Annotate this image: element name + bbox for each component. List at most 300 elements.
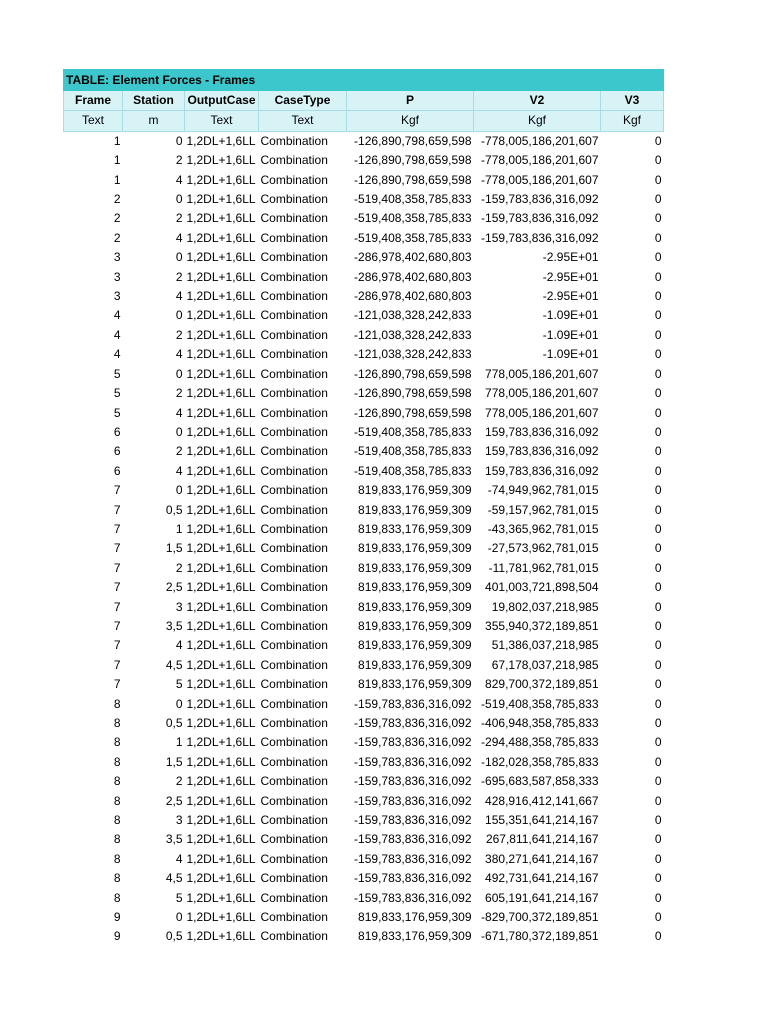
cell-frame[interactable]: 8 (113, 832, 121, 847)
cell-outputcase[interactable]: 1,2DL+1,6LL (186, 716, 256, 730)
cell-frame[interactable]: 6 (113, 424, 121, 439)
cell-casetype[interactable]: Combination (260, 230, 328, 245)
cell-v3[interactable]: 0 (654, 483, 662, 498)
cell-outputcase[interactable]: 1,2DL+1,6LL (186, 793, 256, 808)
cell-p[interactable]: -159,783,836,316,092 (354, 871, 472, 886)
cell-v3[interactable]: 0 (654, 580, 662, 595)
cell-v2[interactable]: -2.95E+01 (542, 289, 599, 304)
cell-station[interactable]: 2 (175, 774, 183, 789)
cell-station[interactable]: 4 (175, 405, 183, 420)
cell-v3[interactable]: 0 (654, 638, 662, 653)
cell-outputcase[interactable]: 1,2DL+1,6LL (186, 463, 256, 478)
cell-v3[interactable]: 0 (654, 211, 662, 226)
cell-station[interactable]: 0 (175, 910, 183, 925)
cell-station[interactable]: 2 (175, 386, 183, 401)
cell-v3[interactable]: 0 (654, 560, 662, 575)
cell-casetype[interactable]: Combination (260, 657, 328, 672)
cell-p[interactable]: 819,833,176,959,309 (358, 502, 472, 517)
cell-v2[interactable]: -829,700,372,189,851 (481, 910, 599, 925)
cell-v3[interactable]: 0 (654, 366, 662, 381)
cell-v2[interactable]: 401,003,721,898,504 (485, 580, 599, 595)
cell-v2[interactable]: -778,005,186,201,607 (481, 172, 599, 187)
cell-outputcase[interactable]: 1,2DL+1,6LL (186, 405, 256, 420)
cell-casetype[interactable]: Combination (260, 929, 328, 944)
cell-v2[interactable]: -11,781,962,781,015 (488, 560, 599, 575)
cell-casetype[interactable]: Combination (260, 153, 328, 168)
cell-station[interactable]: 1 (175, 735, 183, 750)
cell-frame[interactable]: 8 (113, 735, 121, 750)
cell-v3[interactable]: 0 (654, 735, 662, 750)
cell-v2[interactable]: -519,408,358,785,833 (481, 696, 599, 711)
cell-casetype[interactable]: Combination (260, 424, 328, 439)
cell-casetype[interactable]: Combination (260, 327, 328, 342)
cell-outputcase[interactable]: 1,2DL+1,6LL (186, 735, 256, 750)
cell-casetype[interactable]: Combination (260, 521, 328, 536)
cell-v3[interactable]: 0 (654, 347, 662, 362)
cell-v3[interactable]: 0 (654, 832, 662, 847)
cell-v3[interactable]: 0 (654, 327, 662, 342)
cell-p[interactable]: -519,408,358,785,833 (354, 424, 472, 439)
cell-p[interactable]: -159,783,836,316,092 (354, 793, 472, 808)
cell-frame[interactable]: 5 (113, 386, 121, 401)
cell-station[interactable]: 2 (175, 211, 183, 226)
cell-outputcase[interactable]: 1,2DL+1,6LL (186, 211, 256, 226)
cell-v3[interactable]: 0 (654, 463, 662, 478)
cell-outputcase[interactable]: 1,2DL+1,6LL (186, 618, 256, 633)
cell-p[interactable]: 819,833,176,959,309 (358, 599, 472, 614)
cell-v3[interactable]: 0 (654, 813, 662, 828)
cell-outputcase[interactable]: 1,2DL+1,6LL (186, 560, 256, 575)
cell-outputcase[interactable]: 1,2DL+1,6LL (186, 813, 256, 828)
cell-p[interactable]: -121,038,328,242,833 (354, 327, 472, 342)
cell-station[interactable]: 3 (175, 813, 183, 828)
cell-p[interactable]: -519,408,358,785,833 (354, 463, 472, 478)
cell-station[interactable]: 2 (175, 560, 183, 575)
cell-outputcase[interactable]: 1,2DL+1,6LL (186, 424, 256, 439)
cell-v3[interactable]: 0 (654, 133, 662, 148)
cell-frame[interactable]: 7 (113, 599, 121, 614)
cell-v2[interactable]: -1.09E+01 (542, 308, 599, 323)
cell-v2[interactable]: 428,916,412,141,667 (485, 793, 599, 808)
cell-v3[interactable]: 0 (654, 269, 662, 284)
cell-casetype[interactable]: Combination (260, 444, 328, 459)
cell-frame[interactable]: 7 (113, 541, 121, 556)
cell-station[interactable]: 4 (175, 172, 183, 187)
cell-v3[interactable]: 0 (654, 405, 662, 420)
cell-casetype[interactable]: Combination (260, 347, 328, 362)
cell-v2[interactable]: 159,783,836,316,092 (485, 424, 599, 439)
cell-station[interactable]: 0 (175, 250, 183, 265)
cell-v2[interactable]: -2.95E+01 (542, 269, 599, 284)
cell-outputcase[interactable]: 1,2DL+1,6LL (186, 599, 256, 614)
cell-v3[interactable]: 0 (654, 754, 662, 769)
cell-outputcase[interactable]: 1,2DL+1,6LL (186, 327, 256, 342)
cell-p[interactable]: -286,978,402,680,803 (354, 289, 472, 304)
cell-v2[interactable]: 67,178,037,218,985 (491, 657, 599, 672)
cell-frame[interactable]: 9 (113, 910, 121, 925)
cell-v3[interactable]: 0 (654, 230, 662, 245)
cell-outputcase[interactable]: 1,2DL+1,6LL (186, 308, 256, 323)
cell-p[interactable]: -159,783,836,316,092 (354, 813, 472, 828)
cell-station[interactable]: 0 (175, 192, 183, 207)
cell-p[interactable]: 819,833,176,959,309 (358, 657, 472, 672)
cell-v3[interactable]: 0 (654, 716, 662, 730)
cell-v2[interactable]: -695,683,587,858,333 (481, 774, 599, 789)
cell-casetype[interactable]: Combination (260, 754, 328, 769)
header-frame[interactable]: Frame (64, 91, 123, 111)
cell-frame[interactable]: 6 (113, 463, 121, 478)
cell-frame[interactable]: 8 (113, 890, 121, 905)
cell-frame[interactable]: 7 (113, 483, 121, 498)
header-v3[interactable]: V3 (601, 91, 664, 111)
cell-casetype[interactable]: Combination (260, 735, 328, 750)
cell-v2[interactable]: -406,948,358,785,833 (481, 716, 599, 730)
cell-p[interactable]: 819,833,176,959,309 (358, 910, 472, 925)
cell-outputcase[interactable]: 1,2DL+1,6LL (186, 851, 256, 866)
cell-v3[interactable]: 0 (654, 793, 662, 808)
cell-station[interactable]: 0 (175, 483, 183, 498)
cell-station[interactable]: 4,5 (165, 657, 183, 672)
cell-v3[interactable]: 0 (654, 696, 662, 711)
header-casetype[interactable]: CaseType (259, 91, 347, 111)
cell-frame[interactable]: 1 (113, 133, 121, 148)
cell-casetype[interactable]: Combination (260, 580, 328, 595)
cell-casetype[interactable]: Combination (260, 560, 328, 575)
cell-v2[interactable]: -1.09E+01 (542, 347, 599, 362)
cell-casetype[interactable]: Combination (260, 405, 328, 420)
cell-p[interactable]: 819,833,176,959,309 (358, 638, 472, 653)
cell-casetype[interactable]: Combination (260, 890, 328, 905)
cell-p[interactable]: -159,783,836,316,092 (354, 774, 472, 789)
cell-p[interactable]: 819,833,176,959,309 (358, 483, 472, 498)
cell-outputcase[interactable]: 1,2DL+1,6LL (186, 483, 256, 498)
cell-p[interactable]: 819,833,176,959,309 (358, 618, 472, 633)
cell-outputcase[interactable]: 1,2DL+1,6LL (186, 230, 256, 245)
cell-frame[interactable]: 7 (113, 657, 121, 672)
cell-station[interactable]: 0,5 (165, 716, 183, 730)
cell-outputcase[interactable]: 1,2DL+1,6LL (186, 696, 256, 711)
cell-p[interactable]: -286,978,402,680,803 (354, 269, 472, 284)
cell-v3[interactable]: 0 (654, 910, 662, 925)
cell-casetype[interactable]: Combination (260, 269, 328, 284)
cell-station[interactable]: 0 (175, 366, 183, 381)
cell-v2[interactable]: -778,005,186,201,607 (481, 133, 599, 148)
cell-p[interactable]: -159,783,836,316,092 (354, 832, 472, 847)
cell-v2[interactable]: 492,731,641,214,167 (485, 871, 599, 886)
cell-v3[interactable]: 0 (654, 502, 662, 517)
cell-frame[interactable]: 7 (113, 638, 121, 653)
cell-casetype[interactable]: Combination (260, 813, 328, 828)
cell-outputcase[interactable]: 1,2DL+1,6LL (186, 754, 256, 769)
cell-frame[interactable]: 8 (113, 813, 121, 828)
cell-casetype[interactable]: Combination (260, 696, 328, 711)
cell-v2[interactable]: 159,783,836,316,092 (485, 463, 599, 478)
cell-v3[interactable]: 0 (654, 871, 662, 886)
cell-outputcase[interactable]: 1,2DL+1,6LL (186, 541, 256, 556)
cell-v2[interactable]: 155,351,641,214,167 (485, 813, 599, 828)
cell-station[interactable]: 0,5 (165, 929, 183, 944)
cell-v2[interactable]: -294,488,358,785,833 (481, 735, 599, 750)
cell-outputcase[interactable]: 1,2DL+1,6LL (186, 910, 256, 925)
cell-frame[interactable]: 8 (113, 716, 121, 730)
cell-casetype[interactable]: Combination (260, 502, 328, 517)
cell-v3[interactable]: 0 (654, 308, 662, 323)
cell-outputcase[interactable]: 1,2DL+1,6LL (186, 444, 256, 459)
cell-p[interactable]: -121,038,328,242,833 (354, 347, 472, 362)
header-p[interactable]: P (347, 91, 474, 111)
cell-v2[interactable]: -159,783,836,316,092 (481, 211, 599, 226)
cell-outputcase[interactable]: 1,2DL+1,6LL (186, 269, 256, 284)
cell-frame[interactable]: 7 (113, 521, 121, 536)
cell-frame[interactable]: 8 (113, 793, 121, 808)
cell-frame[interactable]: 8 (113, 851, 121, 866)
cell-frame[interactable]: 6 (113, 444, 121, 459)
cell-outputcase[interactable]: 1,2DL+1,6LL (186, 580, 256, 595)
cell-v2[interactable]: -1.09E+01 (542, 327, 599, 342)
cell-v3[interactable]: 0 (654, 424, 662, 439)
cell-casetype[interactable]: Combination (260, 172, 328, 187)
cell-casetype[interactable]: Combination (260, 832, 328, 847)
cell-v2[interactable]: 355,940,372,189,851 (485, 618, 599, 633)
cell-p[interactable]: -159,783,836,316,092 (354, 851, 472, 866)
cell-station[interactable]: 0 (175, 696, 183, 711)
cell-p[interactable]: -159,783,836,316,092 (354, 716, 472, 730)
cell-v3[interactable]: 0 (654, 851, 662, 866)
cell-v3[interactable]: 0 (654, 890, 662, 905)
header-outputcase[interactable]: OutputCase (185, 91, 259, 111)
cell-p[interactable]: -286,978,402,680,803 (354, 250, 472, 265)
cell-frame[interactable]: 2 (113, 192, 121, 207)
cell-casetype[interactable]: Combination (260, 793, 328, 808)
cell-casetype[interactable]: Combination (260, 541, 328, 556)
cell-outputcase[interactable]: 1,2DL+1,6LL (186, 153, 256, 168)
cell-p[interactable]: -159,783,836,316,092 (354, 754, 472, 769)
cell-p[interactable]: -519,408,358,785,833 (354, 444, 472, 459)
cell-casetype[interactable]: Combination (260, 910, 328, 925)
cell-casetype[interactable]: Combination (260, 774, 328, 789)
cell-station[interactable]: 4,5 (165, 871, 183, 886)
cell-p[interactable]: -159,783,836,316,092 (354, 735, 472, 750)
cell-v2[interactable]: -74,949,962,781,015 (487, 483, 599, 498)
cell-v3[interactable]: 0 (654, 386, 662, 401)
cell-outputcase[interactable]: 1,2DL+1,6LL (186, 638, 256, 653)
cell-outputcase[interactable]: 1,2DL+1,6LL (186, 890, 256, 905)
cell-station[interactable]: 2,5 (165, 580, 183, 595)
cell-frame[interactable]: 9 (113, 929, 121, 944)
cell-outputcase[interactable]: 1,2DL+1,6LL (186, 133, 256, 148)
unit-v3[interactable]: Kgf (601, 111, 664, 131)
cell-frame[interactable]: 8 (113, 774, 121, 789)
cell-casetype[interactable]: Combination (260, 289, 328, 304)
cell-v2[interactable]: -2.95E+01 (542, 250, 599, 265)
cell-casetype[interactable]: Combination (260, 133, 328, 148)
cell-frame[interactable]: 5 (113, 405, 121, 420)
cell-p[interactable]: -126,890,798,659,598 (354, 153, 472, 168)
cell-outputcase[interactable]: 1,2DL+1,6LL (186, 677, 256, 692)
cell-v3[interactable]: 0 (654, 677, 662, 692)
cell-p[interactable]: -126,890,798,659,598 (354, 133, 472, 148)
cell-v3[interactable]: 0 (654, 774, 662, 789)
cell-station[interactable]: 4 (175, 638, 183, 653)
cell-station[interactable]: 3,5 (165, 618, 183, 633)
cell-station[interactable]: 2,5 (165, 793, 183, 808)
cell-v2[interactable]: 380,271,641,214,167 (485, 851, 599, 866)
cell-v2[interactable]: 778,005,186,201,607 (485, 366, 599, 381)
cell-outputcase[interactable]: 1,2DL+1,6LL (186, 386, 256, 401)
cell-v2[interactable]: -671,780,372,189,851 (481, 929, 599, 944)
cell-frame[interactable]: 1 (113, 153, 121, 168)
cell-station[interactable]: 2 (175, 153, 183, 168)
cell-frame[interactable]: 7 (113, 502, 121, 517)
cell-outputcase[interactable]: 1,2DL+1,6LL (186, 502, 256, 517)
cell-casetype[interactable]: Combination (260, 871, 328, 886)
unit-station[interactable]: m (123, 111, 185, 131)
cell-station[interactable]: 3 (175, 599, 183, 614)
cell-casetype[interactable]: Combination (260, 716, 328, 730)
cell-v3[interactable]: 0 (654, 618, 662, 633)
cell-p[interactable]: 819,833,176,959,309 (358, 677, 472, 692)
cell-frame[interactable]: 3 (113, 269, 121, 284)
cell-station[interactable]: 4 (175, 851, 183, 866)
cell-p[interactable]: -126,890,798,659,598 (354, 172, 472, 187)
cell-p[interactable]: -121,038,328,242,833 (354, 308, 472, 323)
cell-station[interactable]: 2 (175, 269, 183, 284)
cell-p[interactable]: -126,890,798,659,598 (354, 405, 472, 420)
cell-frame[interactable]: 3 (113, 289, 121, 304)
cell-station[interactable]: 4 (175, 230, 183, 245)
cell-v3[interactable]: 0 (654, 250, 662, 265)
cell-casetype[interactable]: Combination (260, 192, 328, 207)
cell-v3[interactable]: 0 (654, 599, 662, 614)
cell-v3[interactable]: 0 (654, 444, 662, 459)
cell-casetype[interactable]: Combination (260, 386, 328, 401)
cell-casetype[interactable]: Combination (260, 618, 328, 633)
cell-p[interactable]: -159,783,836,316,092 (354, 696, 472, 711)
cell-frame[interactable]: 4 (113, 327, 121, 342)
cell-v2[interactable]: 605,191,641,214,167 (485, 890, 599, 905)
cell-frame[interactable]: 1 (113, 172, 121, 187)
cell-v3[interactable]: 0 (654, 172, 662, 187)
cell-outputcase[interactable]: 1,2DL+1,6LL (186, 657, 256, 672)
cell-frame[interactable]: 7 (113, 580, 121, 595)
cell-frame[interactable]: 8 (113, 696, 121, 711)
cell-v2[interactable]: 159,783,836,316,092 (485, 444, 599, 459)
header-v2[interactable]: V2 (474, 91, 601, 111)
cell-outputcase[interactable]: 1,2DL+1,6LL (186, 192, 256, 207)
cell-station[interactable]: 4 (175, 289, 183, 304)
cell-outputcase[interactable]: 1,2DL+1,6LL (186, 871, 256, 886)
cell-frame[interactable]: 2 (113, 230, 121, 245)
cell-frame[interactable]: 4 (113, 347, 121, 362)
cell-station[interactable]: 1,5 (165, 541, 183, 556)
cell-p[interactable]: -519,408,358,785,833 (354, 230, 472, 245)
cell-frame[interactable]: 8 (113, 871, 121, 886)
cell-v2[interactable]: 19,802,037,218,985 (491, 599, 599, 614)
cell-casetype[interactable]: Combination (260, 599, 328, 614)
cell-v2[interactable]: 778,005,186,201,607 (485, 386, 599, 401)
unit-v2[interactable]: Kgf (474, 111, 601, 131)
cell-v2[interactable]: -43,365,962,781,015 (487, 521, 599, 536)
cell-outputcase[interactable]: 1,2DL+1,6LL (186, 172, 256, 187)
cell-p[interactable]: -519,408,358,785,833 (354, 192, 472, 207)
cell-v2[interactable]: 829,700,372,189,851 (485, 677, 599, 692)
cell-casetype[interactable]: Combination (260, 308, 328, 323)
cell-frame[interactable]: 5 (113, 366, 121, 381)
cell-outputcase[interactable]: 1,2DL+1,6LL (186, 366, 256, 381)
cell-p[interactable]: -126,890,798,659,598 (354, 366, 472, 381)
cell-v3[interactable]: 0 (654, 929, 662, 944)
cell-v3[interactable]: 0 (654, 657, 662, 672)
cell-v3[interactable]: 0 (654, 192, 662, 207)
cell-p[interactable]: 819,833,176,959,309 (358, 560, 472, 575)
cell-frame[interactable]: 7 (113, 618, 121, 633)
cell-v2[interactable]: 267,811,641,214,167 (485, 832, 599, 847)
cell-frame[interactable]: 4 (113, 308, 121, 323)
cell-v3[interactable]: 0 (654, 521, 662, 536)
unit-casetype[interactable]: Text (259, 111, 347, 131)
cell-v2[interactable]: -159,783,836,316,092 (481, 230, 599, 245)
cell-outputcase[interactable]: 1,2DL+1,6LL (186, 347, 256, 362)
cell-v3[interactable]: 0 (654, 153, 662, 168)
unit-frame[interactable]: Text (64, 111, 123, 131)
cell-frame[interactable]: 3 (113, 250, 121, 265)
cell-v2[interactable]: -59,157,962,781,015 (487, 502, 599, 517)
cell-casetype[interactable]: Combination (260, 211, 328, 226)
cell-station[interactable]: 1 (175, 521, 183, 536)
cell-p[interactable]: -126,890,798,659,598 (354, 386, 472, 401)
cell-station[interactable]: 4 (175, 347, 183, 362)
cell-outputcase[interactable]: 1,2DL+1,6LL (186, 929, 256, 944)
cell-frame[interactable]: 2 (113, 211, 121, 226)
cell-frame[interactable]: 7 (113, 560, 121, 575)
cell-v3[interactable]: 0 (654, 289, 662, 304)
cell-station[interactable]: 1,5 (165, 754, 183, 769)
cell-station[interactable]: 5 (175, 890, 183, 905)
cell-station[interactable]: 0 (175, 424, 183, 439)
cell-station[interactable]: 3,5 (165, 832, 183, 847)
cell-casetype[interactable]: Combination (260, 638, 328, 653)
cell-p[interactable]: -519,408,358,785,833 (354, 211, 472, 226)
header-station[interactable]: Station (123, 91, 185, 111)
cell-frame[interactable]: 7 (113, 677, 121, 692)
cell-v2[interactable]: -159,783,836,316,092 (481, 192, 599, 207)
cell-casetype[interactable]: Combination (260, 463, 328, 478)
cell-casetype[interactable]: Combination (260, 366, 328, 381)
cell-v2[interactable]: -778,005,186,201,607 (481, 153, 599, 168)
cell-v3[interactable]: 0 (654, 541, 662, 556)
unit-outputcase[interactable]: Text (185, 111, 259, 131)
cell-casetype[interactable]: Combination (260, 250, 328, 265)
cell-station[interactable]: 0,5 (165, 502, 183, 517)
cell-station[interactable]: 0 (175, 308, 183, 323)
cell-p[interactable]: 819,833,176,959,309 (358, 929, 472, 944)
cell-outputcase[interactable]: 1,2DL+1,6LL (186, 289, 256, 304)
cell-p[interactable]: 819,833,176,959,309 (358, 541, 472, 556)
cell-station[interactable]: 5 (175, 677, 183, 692)
cell-frame[interactable]: 8 (113, 754, 121, 769)
unit-p[interactable]: Kgf (347, 111, 474, 131)
cell-station[interactable]: 2 (175, 444, 183, 459)
cell-p[interactable]: 819,833,176,959,309 (358, 580, 472, 595)
cell-v2[interactable]: -182,028,358,785,833 (481, 754, 599, 769)
cell-casetype[interactable]: Combination (260, 677, 328, 692)
cell-outputcase[interactable]: 1,2DL+1,6LL (186, 832, 256, 847)
cell-outputcase[interactable]: 1,2DL+1,6LL (186, 774, 256, 789)
cell-outputcase[interactable]: 1,2DL+1,6LL (186, 521, 256, 536)
cell-station[interactable]: 4 (175, 463, 183, 478)
cell-outputcase[interactable]: 1,2DL+1,6LL (186, 250, 256, 265)
cell-v2[interactable]: -27,573,962,781,015 (487, 541, 599, 556)
